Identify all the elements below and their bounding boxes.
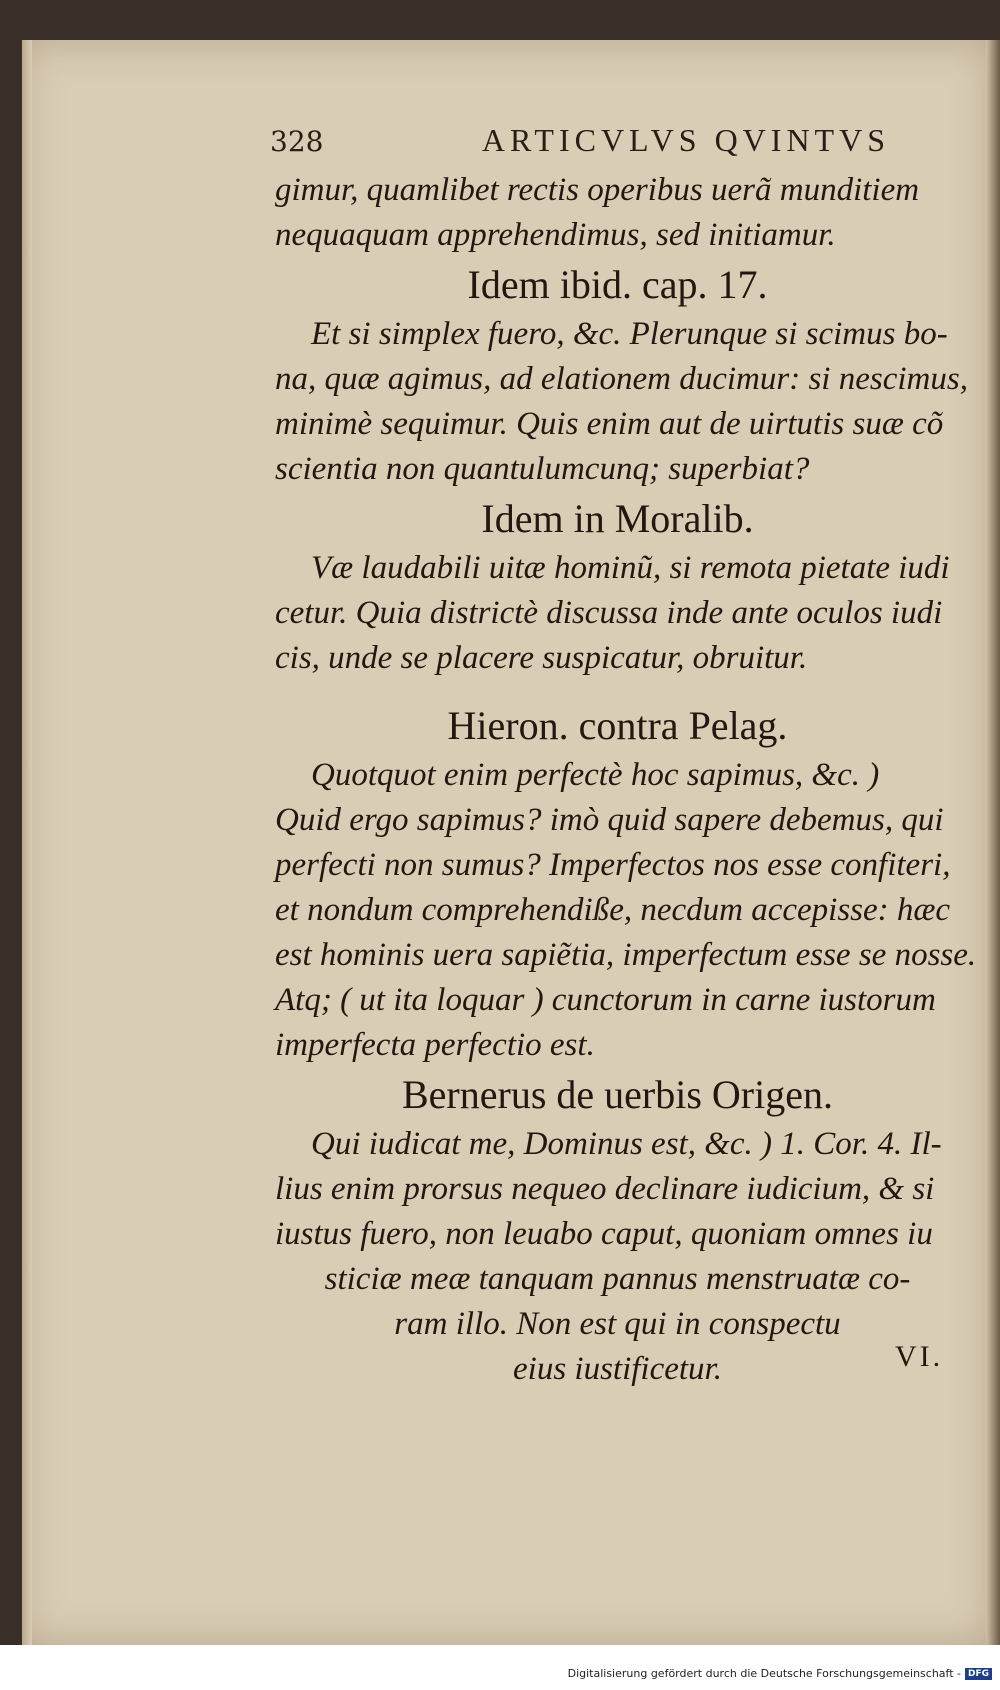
text-line: nequaquam apprehendimus, sed initiamur. [275,217,836,253]
text-line: Et si simplex fuero, &c. Plerunque si scimus bo- [311,316,948,352]
text-line: scientia non quantulumcunq; superbiat? [275,451,810,487]
section-heading: Hieron. contra Pelag. [447,703,788,748]
section-heading: Idem in Moralib. [481,496,754,541]
text-line: na, quæ agimus, ad elationem ducimur: si nescimus, [275,361,968,397]
text-line: cis, unde se placere suspicatur, obruitur. [275,640,808,676]
text-line: ram illo. Non est qui in conspectu [394,1306,841,1342]
catchword: VI. [895,1340,944,1373]
text-line: Væ laudabili uitæ hominũ, si remota pietate iudi [311,550,950,586]
text-line: sticiæ meæ tanquam pannus menstruatæ co- [324,1261,911,1297]
text-line: perfecti non sumus? Imperfectos nos esse confiteri, [275,847,951,883]
page-number: 328 [270,125,324,158]
page-right-shadow [986,40,1000,1645]
text-line: Quotquot enim perfectè hoc sapimus, &c. ) [311,757,880,793]
page-body-text [275,168,977,1392]
text-line: eius iustificetur. [513,1351,722,1387]
text-line: est hominis uera sapiẽtia, imperfectum esse se nosse. [275,937,977,973]
text-line: Qui iudicat me, Dominus est, &c. ) 1. Cor. 4. Il- [311,1126,942,1162]
running-header [270,122,890,159]
running-title: ARTICVLVS QVINTVS [481,122,890,158]
text-line: imperfecta perfectio est. [275,1027,595,1063]
text-line: Atq; ( ut ita loquar ) cunctorum in carne iustorum [275,982,936,1018]
dfg-logo-icon: DFG [965,1668,992,1680]
text-line: lius enim prorsus nequeo declinare iudicium, & si [275,1171,935,1207]
section-heading: Idem ibid. cap. 17. [467,262,768,307]
text-line: cetur. Quia districtè discussa inde ante oculos iudi [275,595,943,631]
paragraph-gap [275,681,960,699]
text-line: gimur, quamlibet rectis operibus uerã munditiem [275,172,920,208]
text-line: Quid ergo sapimus? imò quid sapere debemus, qui [275,802,944,838]
text-line: minimè sequimur. Quis enim aut de uirtutis suæ cõ [275,406,944,442]
section-heading: Bernerus de uerbis Origen. [402,1072,833,1117]
credit-text: Digitalisierung gefördert durch die Deutsche Forschungsgemeinschaft - [567,1667,961,1680]
text-line: et nondum comprehendiße, necdum accepisse: hæc [275,892,951,928]
digitization-credit [568,1667,992,1680]
footer-bar [0,1645,1000,1690]
text-line: iustus fuero, non leuabo caput, quoniam omnes iu [275,1216,933,1252]
page-gutter [22,40,32,1645]
